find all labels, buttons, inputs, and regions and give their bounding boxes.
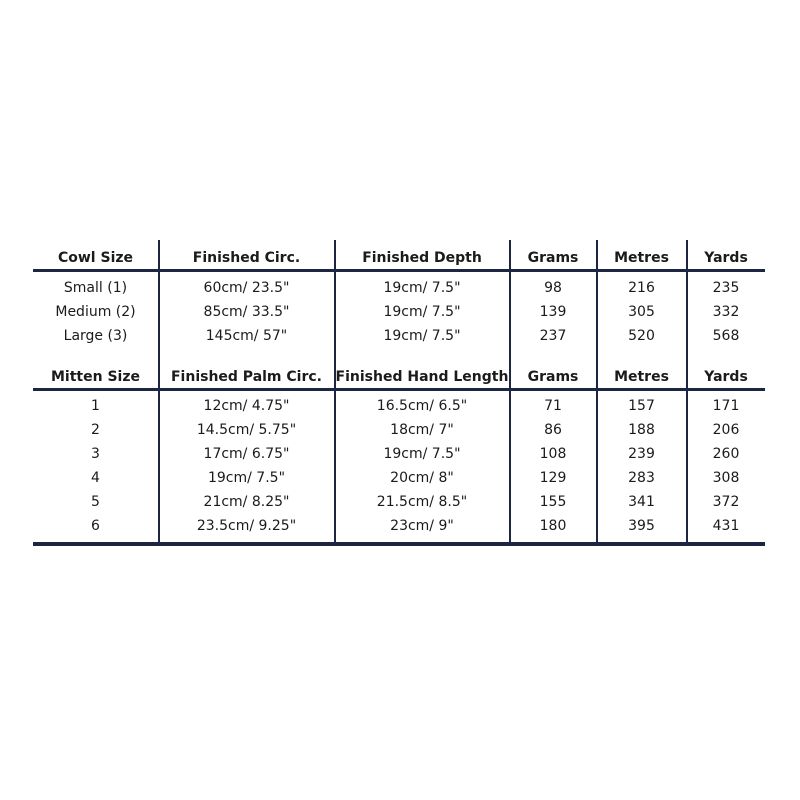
table-row <box>33 300 765 324</box>
table-cell: 332 <box>712 304 740 320</box>
table-cell: 260 <box>712 446 740 462</box>
table-cell: 216 <box>628 280 655 296</box>
table-cell: Large (3) <box>63 328 128 344</box>
table-row <box>33 442 765 466</box>
table-cell: 12cm/ 4.75" <box>203 398 290 414</box>
table-cell: 19cm/ 7.5" <box>207 470 286 486</box>
table-cell: 180 <box>539 518 567 534</box>
table-cell: 283 <box>628 470 655 486</box>
table-bottom-rule <box>33 542 765 546</box>
table-cell: 157 <box>628 398 655 414</box>
table-cell: 21cm/ 8.25" <box>203 494 290 510</box>
header-cell: Metres <box>614 250 669 266</box>
table-cell: 395 <box>628 518 655 534</box>
table-row <box>33 324 765 348</box>
table-cell: 14.5cm/ 5.75" <box>196 422 297 438</box>
table-cell: 17cm/ 6.75" <box>203 446 290 462</box>
table-cell: 18cm/ 7" <box>390 422 454 438</box>
table-cell: 20cm/ 8" <box>390 470 454 486</box>
table-row <box>33 276 765 300</box>
table-cell: 6 <box>91 518 100 534</box>
size-chart-table <box>33 240 765 546</box>
table-cell: 155 <box>539 494 567 510</box>
header-cell: Finished Hand Length <box>335 369 509 385</box>
header-cell: Mitten Size <box>51 369 140 385</box>
table-cell: 3 <box>91 446 100 462</box>
header-cell: Finished Depth <box>362 250 482 266</box>
table-cell: 1 <box>91 398 100 414</box>
table-cell: 139 <box>539 304 567 320</box>
table-cell: 85cm/ 33.5" <box>203 304 290 320</box>
table-cell: 21.5cm/ 8.5" <box>376 494 468 510</box>
header-cell: Finished Circ. <box>192 250 301 266</box>
table-cell: 568 <box>712 328 740 344</box>
table-cell: 341 <box>628 494 655 510</box>
table-cell: 145cm/ 57" <box>205 328 288 344</box>
table-cell: 206 <box>712 422 740 438</box>
header-cell: Yards <box>704 369 748 385</box>
table-cell: 188 <box>628 422 655 438</box>
table-cell: 19cm/ 7.5" <box>383 280 461 296</box>
header-cell: Grams <box>527 369 579 385</box>
table-cell: 2 <box>91 422 100 438</box>
table-cell: 16.5cm/ 6.5" <box>376 398 468 414</box>
table-cell: 239 <box>628 446 655 462</box>
table-cell: 235 <box>712 280 740 296</box>
header-cell: Cowl Size <box>57 250 134 266</box>
table-row <box>33 514 765 538</box>
table-cell: 171 <box>712 398 740 414</box>
table-cell: Medium (2) <box>55 304 136 320</box>
header-cell: Metres <box>614 369 669 385</box>
table-cell: 237 <box>539 328 567 344</box>
table-cell: 19cm/ 7.5" <box>383 328 461 344</box>
table-row <box>33 394 765 418</box>
table-row <box>33 418 765 442</box>
table-cell: 71 <box>544 398 562 414</box>
mitten-header-row <box>33 365 765 389</box>
table-cell: 60cm/ 23.5" <box>203 280 290 296</box>
table-cell: 108 <box>539 446 567 462</box>
table-cell: 4 <box>91 470 100 486</box>
header-cell: Grams <box>527 250 579 266</box>
table-cell: 23.5cm/ 9.25" <box>196 518 297 534</box>
table-row <box>33 466 765 490</box>
table-cell: 305 <box>628 304 655 320</box>
table-cell: 129 <box>539 470 567 486</box>
table-cell: 86 <box>544 422 562 438</box>
table-cell: 520 <box>628 328 655 344</box>
table-cell: 98 <box>544 280 562 296</box>
header-cell: Yards <box>704 250 748 266</box>
table-cell: 5 <box>91 494 100 510</box>
cowl-header-row <box>33 246 765 270</box>
table-cell: 372 <box>712 494 740 510</box>
table-cell: Small (1) <box>63 280 128 296</box>
table-row <box>33 490 765 514</box>
header-cell: Finished Palm Circ. <box>170 369 322 385</box>
table-cell: 19cm/ 7.5" <box>383 304 461 320</box>
table-cell: 19cm/ 7.5" <box>383 446 461 462</box>
table-cell: 308 <box>712 470 740 486</box>
table-cell: 23cm/ 9" <box>390 518 454 534</box>
table-cell: 431 <box>712 518 740 534</box>
